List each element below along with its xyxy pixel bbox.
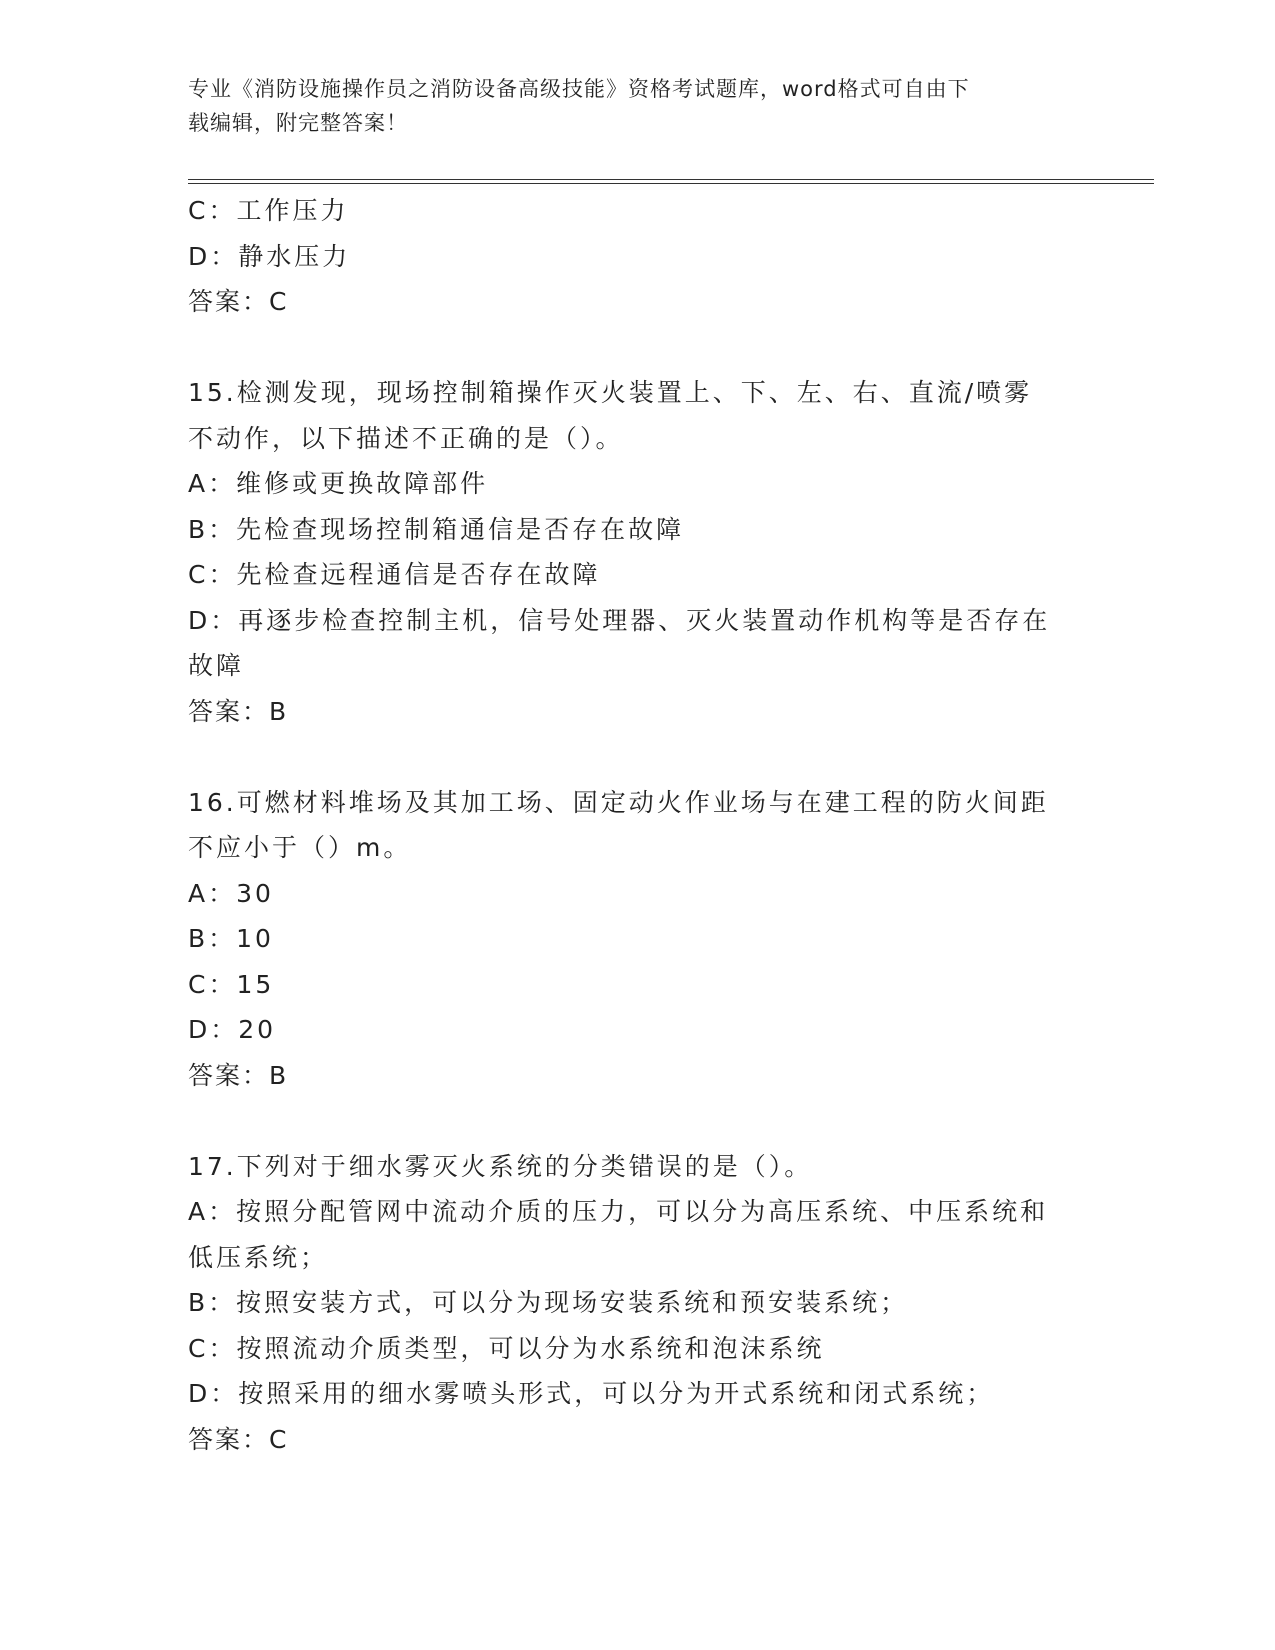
- option-c: C：按照流动介质类型，可以分为水系统和泡沫系统: [188, 1333, 825, 1363]
- question-spacer: [188, 1098, 1088, 1144]
- question-stem: 15.检测发现，现场控制箱操作灭火装置上、下、左、右、直流/喷雾: [188, 378, 1033, 407]
- answer-line: 答案：B: [188, 696, 289, 726]
- option-b: B：先检查现场控制箱通信是否存在故障: [188, 514, 685, 544]
- header-rule-bottom: [188, 183, 1154, 184]
- header-rule-top: [188, 179, 1154, 180]
- question-list: [188, 188, 1088, 1462]
- option-b: B：按照安装方式，可以分为现场安装系统和预安装系统；: [188, 1288, 909, 1317]
- question-16: [188, 780, 1088, 1099]
- option-a: A：按照分配管网中流动介质的压力，可以分为高压系统、中压系统和: [188, 1197, 1049, 1226]
- answer-line: 答案：C: [188, 1424, 289, 1454]
- option-d: D：20: [188, 1015, 277, 1044]
- option-d-continued: 故障: [188, 651, 245, 680]
- option-b: B：10: [188, 924, 274, 953]
- option-d: D：静水压力: [188, 241, 351, 271]
- option-c: C：工作压力: [188, 196, 349, 225]
- question-stem: 不应小于（）m。: [188, 833, 412, 862]
- question-stem: 16.可燃材料堆场及其加工场、固定动火作业场与在建工程的防火间距: [188, 787, 1049, 817]
- answer-line: 答案：C: [188, 287, 289, 316]
- question-15: [188, 370, 1088, 734]
- question-spacer: [188, 325, 1088, 371]
- question-stem: 17.下列对于细水雾灭火系统的分类错误的是（）。: [188, 1151, 813, 1181]
- question-spacer: [188, 734, 1088, 780]
- page-header: [188, 72, 1068, 140]
- option-d: D：按照采用的细水雾喷头形式，可以分为开式系统和闭式系统；: [188, 1379, 995, 1408]
- header-line-1: 专业《消防设施操作员之消防设备高级技能》资格考试题库，word格式可自由下: [188, 77, 970, 101]
- answer-line: 答案：B: [188, 1060, 289, 1090]
- partial-question: [188, 188, 1088, 325]
- option-c: C：先检查远程通信是否存在故障: [188, 560, 601, 589]
- question-stem: 不动作，以下描述不正确的是（）。: [188, 423, 624, 453]
- option-a-continued: 低压系统；: [188, 1242, 329, 1272]
- option-a: A：维修或更换故障部件: [188, 469, 489, 498]
- option-d: D：再逐步检查控制主机，信号处理器、灭火装置动作机构等是否存在: [188, 605, 1051, 635]
- question-17: [188, 1144, 1088, 1463]
- header-line-2: 载编辑，附完整答案！: [188, 111, 408, 135]
- option-c: C：15: [188, 969, 275, 999]
- option-a: A：30: [188, 878, 274, 908]
